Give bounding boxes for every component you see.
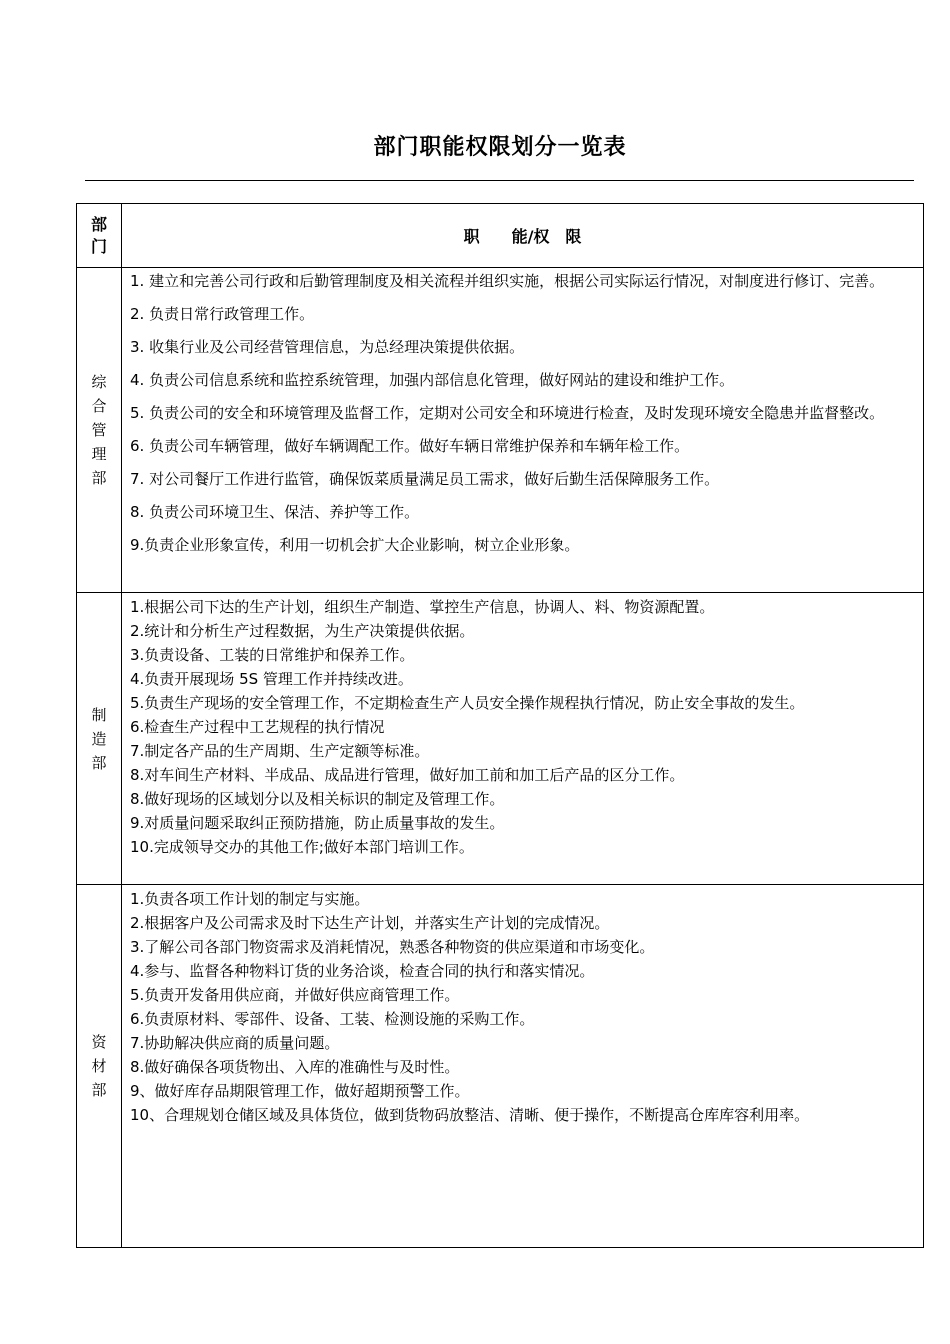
duty-item: 3. 收集行业及公司经营管理信息，为总经理决策提供依据。 [130,338,525,356]
dept-char: 制 [91,705,107,724]
duty-item: 2.统计和分析生产过程数据，为生产决策提供依据。 [130,622,475,640]
dept-materials [77,885,122,1248]
dept-char: 合 [91,397,107,415]
dept-char: 综 [91,373,107,391]
header-duty-label: 职 能/权 限 [463,227,582,246]
duty-item: 8. 负责公司环境卫生、保洁、养护等工作。 [130,503,420,521]
duty-item: 4. 负责公司信息系统和监控系统管理，加强内部信息化管理，做好网站的建设和维护工作。 [130,371,735,389]
duty-item: 4.参与、监督各种物料订货的业务洽谈，检查合同的执行和落实情况。 [130,962,595,980]
dept-char: 管 [91,421,107,439]
duty-item: 7.协助解决供应商的质量问题。 [130,1034,340,1052]
title-divider [85,180,914,181]
dept-char: 部 [91,753,107,772]
duty-item: 1.负责各项工作计划的制定与实施。 [130,890,370,908]
duty-item: 1. 建立和完善公司行政和后勤管理制度及相关流程并组织实施，根据公司实际运行情况，对制度进行修订、完善。 [130,272,885,290]
table-row [77,885,924,1248]
table-header-row [77,204,924,268]
duty-item: 3.了解公司各部门物资需求及消耗情况，熟悉各种物资的供应渠道和市场变化。 [130,938,655,956]
duty-item: 9、做好库存品期限管理工作，做好超期预警工作。 [130,1082,470,1100]
duty-item: 10、合理规划仓储区域及具体货位，做到货物码放整洁、清晰、便于操作，不断提高仓库库容利用率。 [130,1106,810,1124]
header-department-char: 门 [90,236,107,256]
duty-item: 8.做好现场的区域划分以及相关标识的制定及管理工作。 [130,790,505,808]
duty-item: 8.对车间生产材料、半成品、成品进行管理，做好加工前和加工后产品的区分工作。 [130,766,685,784]
header-department [77,204,122,268]
page-title: 部门职能权限划分一览表 [373,135,627,160]
duty-item: 6.检查生产过程中工艺规程的执行情况 [130,718,385,736]
duty-item: 1.根据公司下达的生产计划，组织生产制造、掌控生产信息，协调人、料、物资源配置。 [130,598,715,616]
duty-item: 7. 对公司餐厅工作进行监管，确保饭菜质量满足员工需求，做好后勤生活保障服务工作。 [130,470,720,488]
duty-item: 6.负责原材料、零部件、设备、工装、检测设施的采购工作。 [130,1010,535,1028]
dept-general-admin [77,268,122,593]
duty-item: 2. 负责日常行政管理工作。 [130,305,315,323]
duty-item: 5.负责生产现场的安全管理工作，不定期检查生产人员安全操作规程执行情况，防止安全事故的发生。 [130,694,805,712]
duties-materials [122,885,924,1248]
duties-general-admin [122,268,924,593]
duty-item: 2.根据客户及公司需求及时下达生产计划，并落实生产计划的完成情况。 [130,914,610,932]
duties-manufacturing [122,593,924,885]
dept-char: 理 [91,445,107,463]
duty-item: 9.负责企业形象宣传，利用一切机会扩大企业影响，树立企业形象。 [130,536,580,554]
dept-char: 材 [91,1057,107,1075]
duty-item: 6. 负责公司车辆管理，做好车辆调配工作。做好车辆日常维护保养和车辆年检工作。 [130,437,690,455]
duty-item: 5.负责开发备用供应商，并做好供应商管理工作。 [130,986,460,1004]
dept-manufacturing [77,593,122,885]
duty-item: 7.制定各产品的生产周期、生产定额等标准。 [130,742,430,760]
table-row [77,268,924,593]
header-duty [122,204,924,268]
dept-char: 造 [91,729,107,748]
dept-char: 部 [91,469,107,487]
duty-item: 8.做好确保各项货物出、入库的准确性与及时性。 [130,1058,460,1076]
department-duty-table [76,203,924,1248]
duty-item: 4.负责开展现场 5S 管理工作并持续改进。 [130,670,413,688]
duty-item: 3.负责设备、工装的日常维护和保养工作。 [130,646,415,664]
table-row [77,593,924,885]
duty-item: 5. 负责公司的安全和环境管理及监督工作，定期对公司安全和环境进行检查，及时发现环境安全隐患并监督整改。 [130,404,885,422]
dept-char: 资 [91,1033,107,1051]
duty-item: 9.对质量问题采取纠正预防措施，防止质量事故的发生。 [130,814,505,832]
duty-item: 10.完成领导交办的其他工作;做好本部门培训工作。 [130,838,474,856]
dept-char: 部 [91,1081,107,1099]
header-department-char: 部 [90,214,107,234]
